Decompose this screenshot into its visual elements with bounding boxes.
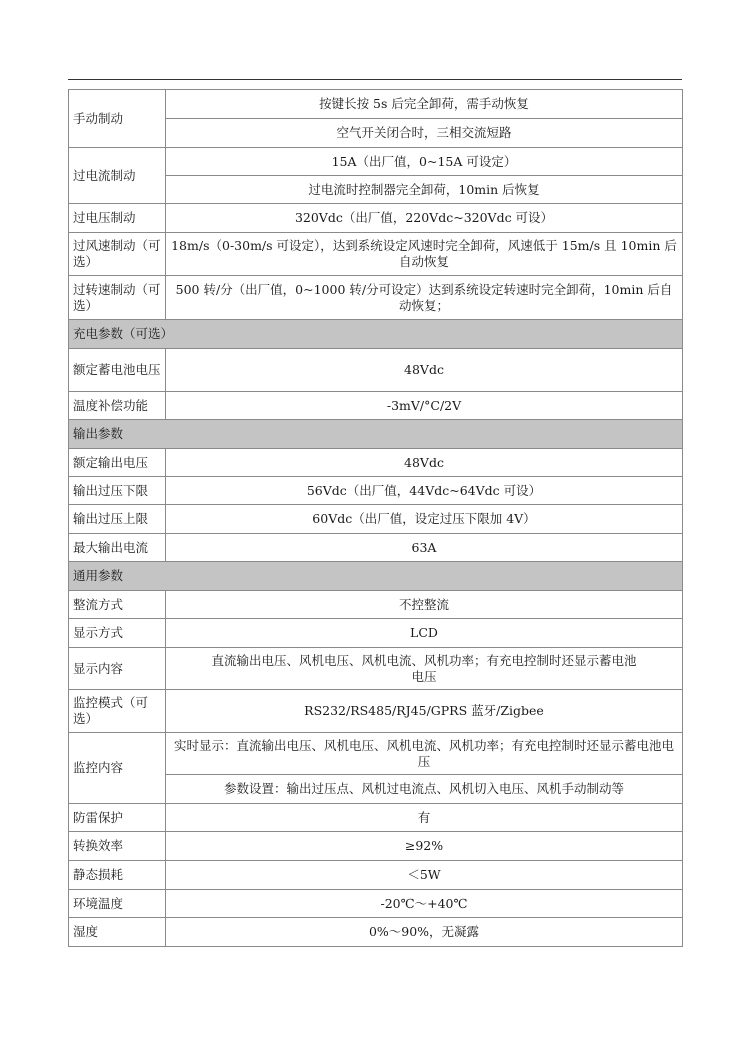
table-row bbox=[69, 619, 683, 648]
row-value-overcurrent-brake-2: 过电流时控制器完全卸荷，10min 后恢复 bbox=[166, 176, 683, 204]
row-value-display-content: 直流输出电压、风机电压、风机电流、风机功率；有充电控制时还显示蓄电池电压 bbox=[166, 648, 683, 690]
row-label-manual-brake: 手动制动 bbox=[69, 90, 166, 148]
row-value-manual-brake-2: 空气开关闭合时，三相交流短路 bbox=[166, 119, 683, 148]
row-label-max-output-current: 最大输出电流 bbox=[69, 534, 166, 562]
table-row bbox=[69, 733, 683, 775]
row-value-overvoltage-brake: 320Vdc（出厂值，220Vdc~320Vdc 可设） bbox=[166, 204, 683, 233]
section-title-charging: 充电参数（可选） bbox=[69, 320, 683, 349]
row-label-monitor-mode: 监控模式（可选） bbox=[69, 690, 166, 733]
row-label-rated-output-voltage: 额定输出电压 bbox=[69, 449, 166, 477]
row-label-lightning-protection: 防雷保护 bbox=[69, 804, 166, 832]
table-row bbox=[69, 148, 683, 176]
table-row bbox=[69, 392, 683, 420]
spec-table bbox=[68, 89, 683, 947]
row-value-output-ov-lower: 56Vdc（出厂值，44Vdc~64Vdc 可设） bbox=[166, 477, 683, 505]
row-label-rated-battery-voltage: 额定蓄电池电压 bbox=[69, 349, 166, 392]
row-label-ambient-temp: 环境温度 bbox=[69, 890, 166, 918]
row-value-monitor-settings: 参数设置：输出过压点、风机过电流点、风机切入电压、风机手动制动等 bbox=[166, 775, 683, 804]
row-label-monitor-content: 监控内容 bbox=[69, 733, 166, 804]
row-value-overcurrent-brake-1: 15A（出厂值，0~15A 可设定） bbox=[166, 148, 683, 176]
table-row bbox=[69, 591, 683, 619]
table-row bbox=[69, 233, 683, 276]
row-label-display-content: 显示内容 bbox=[69, 648, 166, 690]
row-value-rated-battery-voltage: 48Vdc bbox=[166, 349, 683, 392]
row-value-ambient-temp: -20℃～+40℃ bbox=[166, 890, 683, 918]
table-row bbox=[69, 918, 683, 947]
row-label-display-mode: 显示方式 bbox=[69, 619, 166, 648]
table-row bbox=[69, 534, 683, 562]
table-row bbox=[69, 832, 683, 861]
table-row bbox=[69, 690, 683, 733]
table-row bbox=[69, 477, 683, 505]
table-row bbox=[69, 276, 683, 320]
header-rule bbox=[68, 79, 682, 80]
table-row bbox=[69, 890, 683, 918]
row-value-max-output-current: 63A bbox=[166, 534, 683, 562]
section-header-general bbox=[69, 562, 683, 591]
table-row bbox=[69, 505, 683, 534]
row-value-output-ov-upper: 60Vdc（出厂值，设定过压下限加 4V） bbox=[166, 505, 683, 534]
table-row bbox=[69, 861, 683, 890]
section-title-output: 输出参数 bbox=[69, 420, 683, 449]
row-value-overwind-brake: 18m/s（0-30m/s 可设定），达到系统设定风速时完全卸荷，风速低于 15m/s 且 10min 后自动恢复 bbox=[166, 233, 683, 276]
row-label-static-loss: 静态损耗 bbox=[69, 861, 166, 890]
section-title-general: 通用参数 bbox=[69, 562, 683, 591]
table-row bbox=[69, 648, 683, 690]
table-row bbox=[69, 449, 683, 477]
row-value-static-loss: ＜5W bbox=[166, 861, 683, 890]
section-header-output bbox=[69, 420, 683, 449]
row-label-humidity: 湿度 bbox=[69, 918, 166, 947]
row-label-output-ov-lower: 输出过压下限 bbox=[69, 477, 166, 505]
row-value-display-mode: LCD bbox=[166, 619, 683, 648]
row-label-overwind-brake: 过风速制动（可选） bbox=[69, 233, 166, 276]
row-value-overspeed-brake: 500 转/分（出厂值，0~1000 转/分可设定）达到系统设定转速时完全卸荷，10min 后自动恢复； bbox=[166, 276, 683, 320]
row-value-rectification: 不控整流 bbox=[166, 591, 683, 619]
row-label-efficiency: 转换效率 bbox=[69, 832, 166, 861]
row-label-rectification: 整流方式 bbox=[69, 591, 166, 619]
table-row bbox=[69, 804, 683, 832]
row-value-monitor-realtime: 实时显示：直流输出电压、风机电压、风机电流、风机功率；有充电控制时还显示蓄电池电压 bbox=[166, 733, 683, 775]
row-value-monitor-mode: RS232/RS485/RJ45/GPRS 蓝牙/Zigbee bbox=[166, 690, 683, 733]
section-header-charging bbox=[69, 320, 683, 349]
row-value-lightning-protection: 有 bbox=[166, 804, 683, 832]
row-value-efficiency: ≥92% bbox=[166, 832, 683, 861]
row-label-output-ov-upper: 输出过压上限 bbox=[69, 505, 166, 534]
table-row bbox=[69, 90, 683, 119]
row-value-temp-compensation: -3mV/°C/2V bbox=[166, 392, 683, 420]
row-value-rated-output-voltage: 48Vdc bbox=[166, 449, 683, 477]
row-label-overcurrent-brake: 过电流制动 bbox=[69, 148, 166, 204]
row-value-manual-brake-1: 按键长按 5s 后完全卸荷，需手动恢复 bbox=[166, 90, 683, 119]
row-value-humidity: 0%～90%，无凝露 bbox=[166, 918, 683, 947]
row-label-overvoltage-brake: 过电压制动 bbox=[69, 204, 166, 233]
row-label-temp-compensation: 温度补偿功能 bbox=[69, 392, 166, 420]
table-row bbox=[69, 204, 683, 233]
row-label-overspeed-brake: 过转速制动（可选） bbox=[69, 276, 166, 320]
table-row bbox=[69, 349, 683, 392]
